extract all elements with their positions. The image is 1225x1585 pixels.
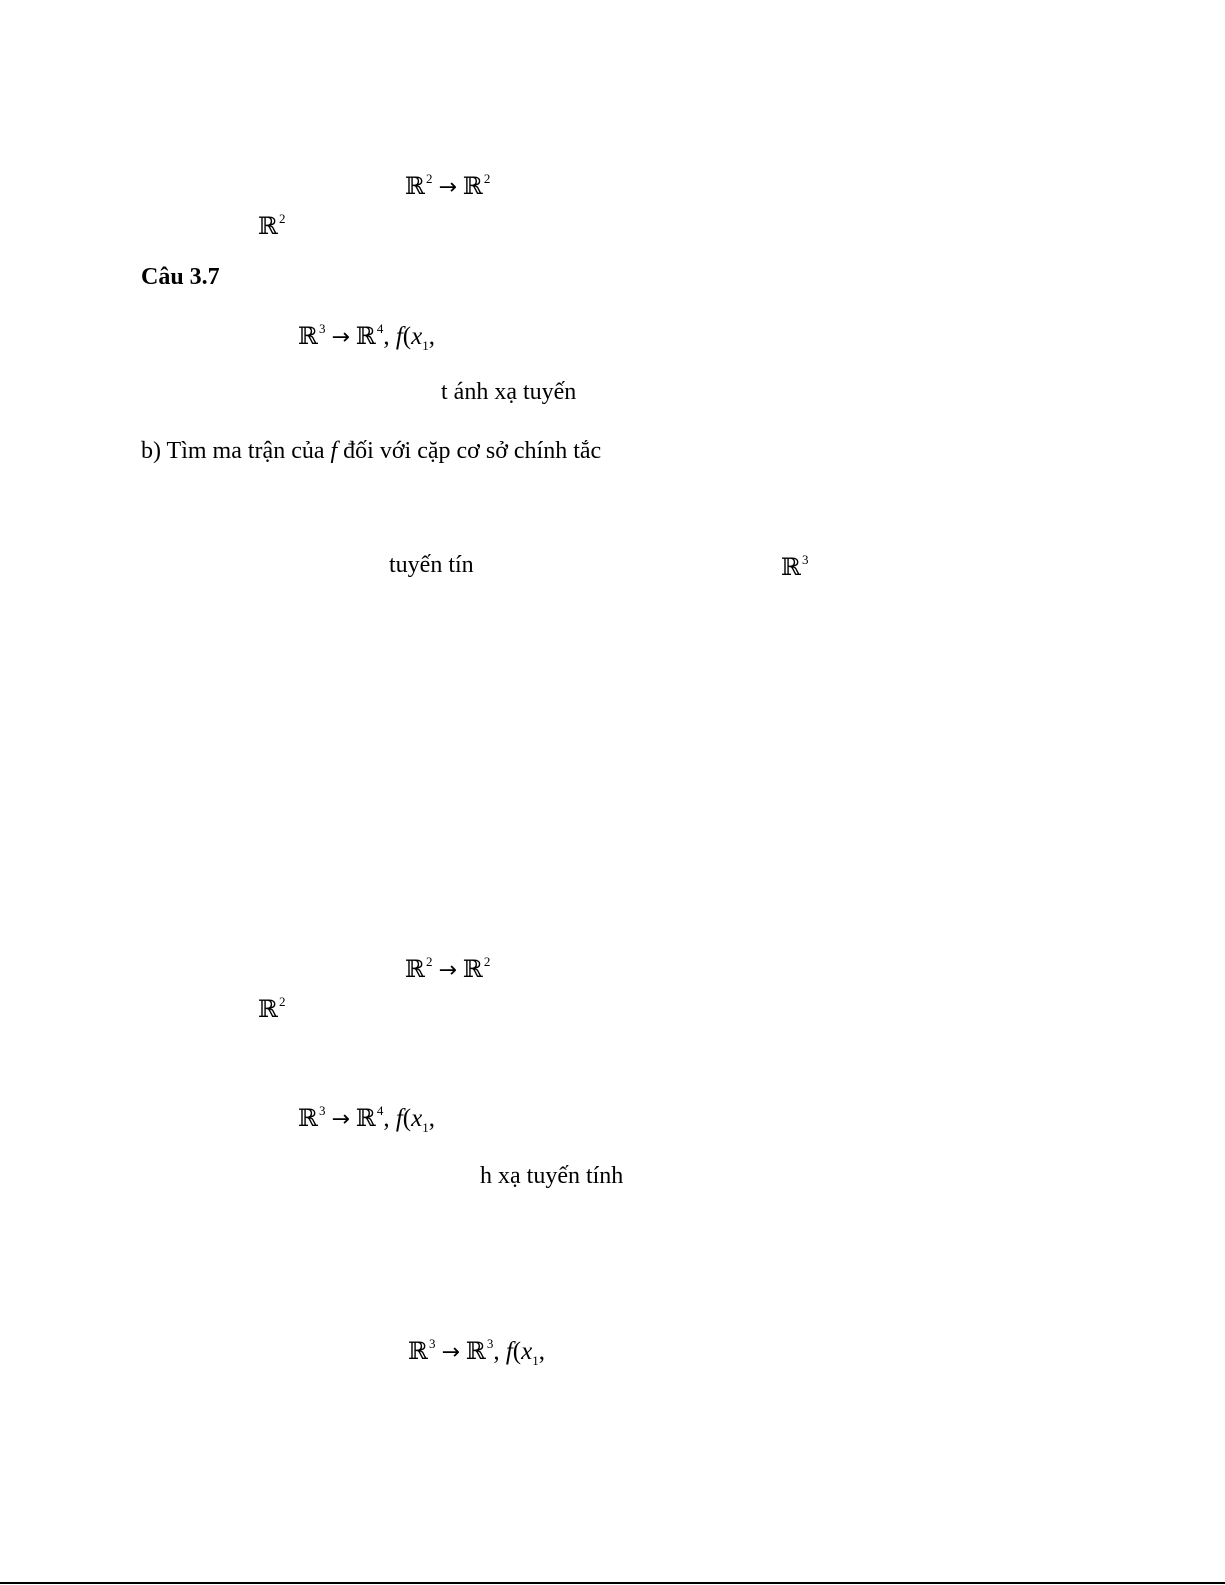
space-r2-a: ℝ$^2$ (258, 211, 286, 240)
map-r2-to-r2-a: ℝ$^2$ → ℝ$^2$ (405, 171, 491, 200)
space-r2-b: ℝ$^2$ (258, 994, 286, 1023)
map-r3-to-r3: ℝ$^3$ → ℝ$^3$, $f(x_1$, (408, 1336, 545, 1368)
text-tuyen-tin: tuyến tín (389, 552, 474, 578)
part-b: b) Tìm ma trận của f đối với cặp cơ sở chính tắc (141, 438, 602, 464)
text-h-xa-tuyen-tinh: h xạ tuyến tính (480, 1163, 624, 1189)
space-r3-a: ℝ$^3$ (781, 552, 809, 581)
map-r3-to-r4-a: ℝ$^3$ → ℝ$^4$, $f(x_1$, (298, 321, 435, 353)
map-r2-to-r2-b: ℝ$^2$ → ℝ$^2$ (405, 954, 491, 983)
page-bottom-rule (0, 1582, 1225, 1584)
text-t-anh-xa-tuyen: t ánh xạ tuyến (441, 379, 577, 405)
map-r3-to-r4-b: ℝ$^3$ → ℝ$^4$, $f(x_1$, (298, 1103, 435, 1135)
question-title: Câu 3.7 (141, 264, 220, 290)
